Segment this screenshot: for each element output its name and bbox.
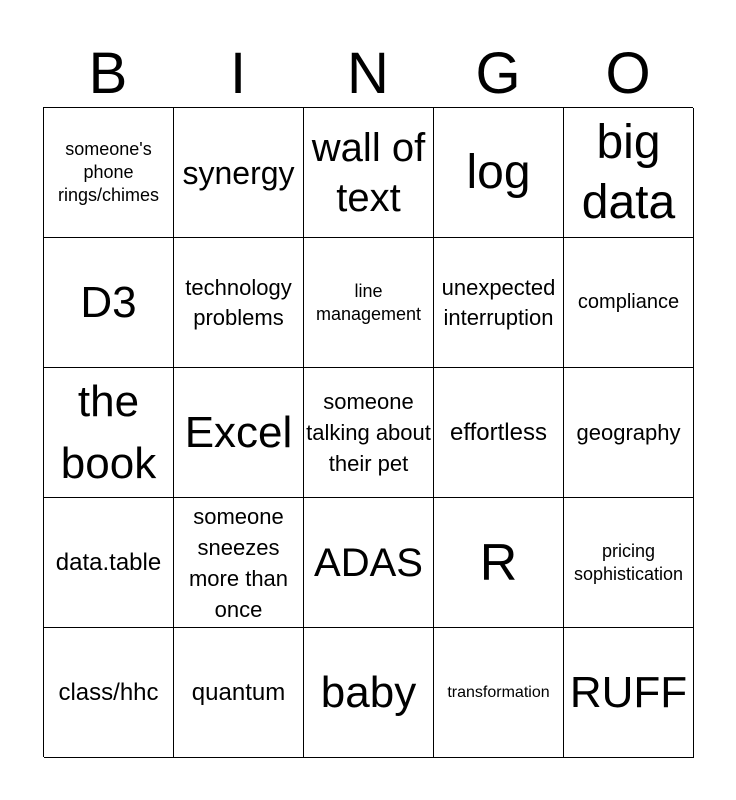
cell-label: the book [60, 376, 157, 488]
cell-label: compliance [577, 291, 680, 313]
cell-label: D3 [80, 277, 137, 327]
bingo-cell-r5-c5[interactable] [564, 628, 694, 758]
bingo-cell-r5-c1[interactable] [44, 628, 174, 758]
bingo-cell-r1-c2[interactable] [174, 108, 304, 238]
bingo-cell-r1-c5[interactable] [564, 108, 694, 238]
bingo-cell-r3-c4[interactable] [434, 368, 564, 498]
cell-label: someone talking about their pet [306, 389, 431, 476]
bingo-cell-r3-c3[interactable] [304, 368, 434, 498]
bingo-cell-r2-c1[interactable] [44, 238, 174, 368]
bingo-cell-r2-c5[interactable] [564, 238, 694, 368]
cell-label: pricing sophistication [573, 540, 684, 584]
cell-label: Excel [184, 407, 293, 457]
cell-label: R [479, 533, 518, 592]
bingo-cell-r1-c3[interactable] [304, 108, 434, 238]
bingo-cell-r5-c4[interactable] [434, 628, 564, 758]
cell-label: log [466, 145, 531, 199]
bingo-cell-r4-c2[interactable] [174, 498, 304, 628]
cell-label: someone sneezes more than once [188, 503, 289, 622]
bingo-cell-r3-c1[interactable] [44, 368, 174, 498]
cell-label: unexpected interruption [441, 274, 556, 330]
bingo-cell-r3-c5[interactable] [564, 368, 694, 498]
bingo-header [43, 40, 693, 108]
cell-label: RUFF [569, 667, 688, 717]
cell-label: ADAS [314, 540, 423, 585]
header-letter-g: G [475, 41, 521, 106]
cell-label: wall of text [311, 125, 426, 220]
bingo-cell-r5-c3[interactable] [304, 628, 434, 758]
bingo-cell-r3-c2[interactable] [174, 368, 304, 498]
cell-label: big data [581, 115, 676, 229]
cell-label: data.table [55, 548, 162, 576]
cell-label: someone's phone rings/chimes [57, 139, 160, 205]
cell-label: line management [315, 280, 422, 324]
cell-label: transformation [447, 684, 550, 701]
bingo-cell-r2-c4[interactable] [434, 238, 564, 368]
cell-label: effortless [450, 418, 547, 446]
cell-label: technology problems [185, 274, 292, 330]
cell-label: geography [576, 419, 681, 445]
cell-label: quantum [191, 678, 286, 706]
bingo-cell-r4-c5[interactable] [564, 498, 694, 628]
bingo-board [43, 107, 693, 757]
bingo-cell-r4-c4[interactable] [434, 498, 564, 628]
header-letter-o: O [605, 41, 651, 106]
bingo-cell-r1-c1[interactable] [44, 108, 174, 238]
bingo-cell-r4-c3[interactable] [304, 498, 434, 628]
cell-label: class/hhc [58, 678, 159, 706]
header-letter-n: N [347, 41, 389, 106]
cell-label: synergy [182, 154, 295, 191]
bingo-cell-r5-c2[interactable] [174, 628, 304, 758]
cell-label: baby [320, 667, 417, 717]
bingo-cell-r2-c3[interactable] [304, 238, 434, 368]
bingo-cell-r1-c4[interactable] [434, 108, 564, 238]
bingo-cell-r2-c2[interactable] [174, 238, 304, 368]
header-letter-i: I [229, 41, 247, 106]
header-letter-b: B [88, 41, 128, 106]
bingo-cell-r4-c1[interactable] [44, 498, 174, 628]
